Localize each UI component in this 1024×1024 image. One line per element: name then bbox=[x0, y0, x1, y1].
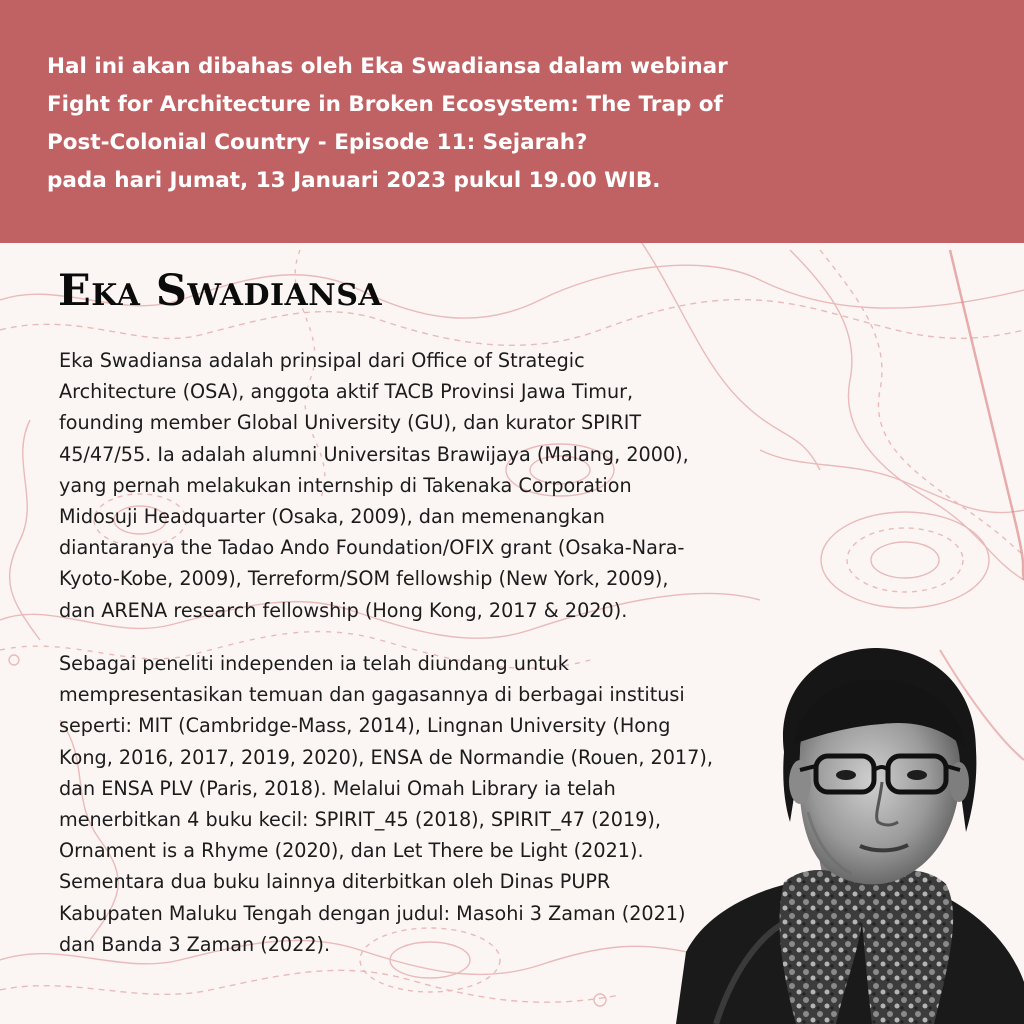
bio-line: Architecture (OSA), anggota aktif TACB Provinsi Jawa Timur, bbox=[59, 380, 634, 404]
header-banner bbox=[0, 0, 1024, 243]
bio-line: dan ARENA research fellowship (Hong Kong, 2017 & 2020). bbox=[59, 598, 628, 622]
bio-paragraph-2 bbox=[59, 648, 779, 960]
announcement-line: Hal ini akan dibahas oleh Eka Swadiansa dalam webinar bbox=[47, 54, 728, 79]
bio-line: Midosuji Headquarter (Osaka, 2009), dan memenangkan bbox=[59, 505, 605, 529]
announcement-line: Fight for Architecture in Broken Ecosystem: The Trap of bbox=[47, 92, 723, 117]
bio-line: Kyoto-Kobe, 2009), Terreform/SOM fellowship (New York, 2009), bbox=[59, 567, 669, 591]
bio-line: mempresentasikan temuan dan gagasannya di berbagai institusi bbox=[59, 683, 685, 707]
bio-line: Sementara dua buku lainnya diterbitkan oleh Dinas PUPR bbox=[59, 870, 611, 894]
bio-line: yang pernah melakukan internship di Takenaka Corporation bbox=[59, 473, 632, 497]
bio-line: Kabupaten Maluku Tengah dengan judul: Masohi 3 Zaman (2021) bbox=[59, 901, 686, 925]
bio-line: Kong, 2016, 2017, 2019, 2020), ENSA de Normandie (Rouen, 2017), bbox=[59, 745, 713, 769]
bio-line: Sebagai peneliti independen ia telah diundang untuk bbox=[59, 652, 569, 675]
bio-line: seperti: MIT (Cambridge-Mass, 2014), Lingnan University (Hong bbox=[59, 714, 671, 738]
speaker-name: Eka Swadiansa bbox=[58, 266, 383, 316]
announcement-line: pada hari Jumat, 13 Januari 2023 pukul 19.00 WIB. bbox=[47, 168, 661, 193]
bio-line: founding member Global University (GU), dan kurator SPIRIT bbox=[59, 411, 642, 435]
person-photo-icon bbox=[676, 632, 1024, 1024]
bio-line: menerbitkan 4 buku kecil: SPIRIT_45 (2018), SPIRIT_47 (2019), bbox=[59, 808, 661, 832]
bio-paragraph-1 bbox=[59, 345, 779, 626]
announcement-line: Post-Colonial Country - Episode 11: Sejarah? bbox=[47, 130, 588, 155]
bio-line: dan Banda 3 Zaman (2022). bbox=[59, 932, 331, 956]
bio-line: dan ENSA PLV (Paris, 2018). Melalui Omah Library ia telah bbox=[59, 776, 616, 800]
bio-line: diantaranya the Tadao Ando Foundation/OFIX grant (Osaka-Nara- bbox=[59, 536, 685, 560]
bio-line: Ornament is a Rhyme (2020), dan Let There be Light (2021). bbox=[59, 839, 644, 863]
webinar-announcement bbox=[47, 48, 787, 200]
bio-line: Eka Swadiansa adalah prinsipal dari Office of Strategic bbox=[59, 349, 585, 372]
bio-line: 45/47/55. Ia adalah alumni Universitas Brawijaya (Malang, 2000), bbox=[59, 442, 689, 466]
